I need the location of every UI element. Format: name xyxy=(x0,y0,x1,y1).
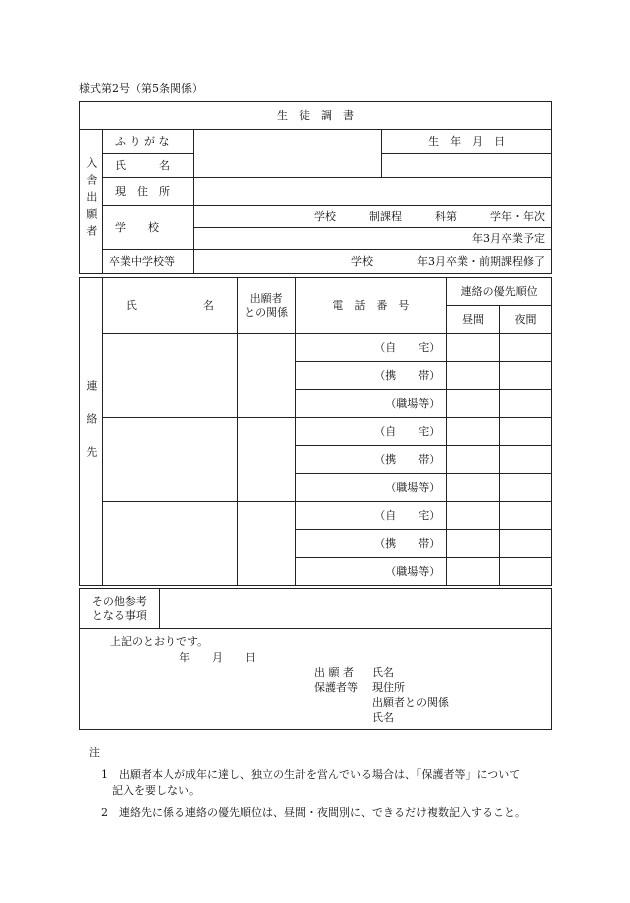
day-priority-field[interactable] xyxy=(447,390,500,418)
night-priority-field[interactable] xyxy=(500,446,552,474)
note-item: 2 連絡先に係る連絡の優先順位は、昼間・夜間別に、できるだけ複数記入すること。 xyxy=(101,806,526,819)
phone-mobile[interactable]: （携 帯） xyxy=(295,446,447,474)
night-priority-field[interactable] xyxy=(500,558,552,586)
phone-home[interactable]: （自 宅） xyxy=(295,502,447,530)
notes-heading: 注 xyxy=(89,746,100,759)
night-priority-field[interactable] xyxy=(500,334,552,362)
phone-home[interactable]: （自 宅） xyxy=(295,418,447,446)
contact-name-field[interactable] xyxy=(102,502,237,586)
col-relation-header: 出願者 との関係 xyxy=(237,278,295,334)
day-priority-field[interactable] xyxy=(447,334,500,362)
other-table xyxy=(79,588,552,730)
address-label: 現 住 所 xyxy=(102,178,193,206)
col-name-header: 氏 名 xyxy=(102,278,237,334)
form-title: 生 徒 調 書 xyxy=(80,102,552,130)
name-label: 氏 名 xyxy=(102,154,193,178)
day-priority-field[interactable] xyxy=(447,418,500,446)
junior-high-label: 卒業中学校等 xyxy=(102,250,193,274)
day-priority-field[interactable] xyxy=(447,558,500,586)
day-priority-field[interactable] xyxy=(447,502,500,530)
contact-relation-field[interactable] xyxy=(237,334,295,418)
col-phone-header: 電 話 番 号 xyxy=(295,278,447,334)
phone-work[interactable]: （職場等） xyxy=(295,390,447,418)
col-day-header: 昼間 xyxy=(447,306,500,334)
night-priority-field[interactable] xyxy=(500,418,552,446)
phone-home[interactable]: （自 宅） xyxy=(295,334,447,362)
junior-high-line[interactable]: 学校 年3月卒業・前期課程修了 xyxy=(193,250,551,274)
phone-mobile[interactable]: （携 帯） xyxy=(295,362,447,390)
day-priority-field[interactable] xyxy=(447,362,500,390)
note-item: 記入を要しない。 xyxy=(101,784,200,797)
applicant-signature-label: 出 願 者 xyxy=(314,666,354,679)
night-priority-field[interactable] xyxy=(500,530,552,558)
guardian-relation-label[interactable]: 出願者との関係 xyxy=(372,696,449,709)
guardian-address-label[interactable]: 現住所 xyxy=(372,681,405,694)
other-label: その他参考 となる事項 xyxy=(80,589,160,629)
contact-relation-field[interactable] xyxy=(237,502,295,586)
phone-work[interactable]: （職場等） xyxy=(295,558,447,586)
applicant-table xyxy=(79,101,552,274)
day-priority-field[interactable] xyxy=(447,474,500,502)
dob-label: 生 年 月 日 xyxy=(382,130,552,154)
declaration-box xyxy=(80,629,552,730)
declaration-date[interactable]: 年 月 日 xyxy=(179,651,256,664)
applicant-name-label[interactable]: 氏名 xyxy=(372,666,394,679)
night-priority-field[interactable] xyxy=(500,390,552,418)
name-field[interactable] xyxy=(193,130,382,178)
contact-name-field[interactable] xyxy=(102,334,237,418)
contact-relation-field[interactable] xyxy=(237,418,295,502)
guardian-label: 保護者等 xyxy=(314,681,358,694)
note-item: 1 出願者本人が成年に達し、独立の生計を営んでいる場合は、「保護者等」について xyxy=(101,768,521,781)
night-priority-field[interactable] xyxy=(500,474,552,502)
contacts-section-label: 連絡先 xyxy=(80,278,103,586)
day-priority-field[interactable] xyxy=(447,446,500,474)
contacts-table xyxy=(79,277,552,586)
night-priority-field[interactable] xyxy=(500,502,552,530)
contact-name-field[interactable] xyxy=(102,418,237,502)
col-night-header: 夜間 xyxy=(500,306,552,334)
dob-field[interactable] xyxy=(382,154,552,178)
guardian-name-label[interactable]: 氏名 xyxy=(372,711,394,724)
night-priority-field[interactable] xyxy=(500,362,552,390)
phone-work[interactable]: （職場等） xyxy=(295,474,447,502)
graduation-planned[interactable]: 年3月卒業予定 xyxy=(193,228,551,250)
form-id: 様式第2号（第5条関係） xyxy=(79,82,203,95)
notes xyxy=(79,742,526,824)
address-field[interactable] xyxy=(193,178,551,206)
declaration-statement: 上記のとおりです。 xyxy=(110,635,209,648)
other-field[interactable] xyxy=(159,589,551,629)
school-label: 学 校 xyxy=(102,206,193,250)
day-priority-field[interactable] xyxy=(447,530,500,558)
furigana-label: ふ り が な xyxy=(102,130,193,154)
school-line[interactable]: 学校 制課程 科第 学年・年次 xyxy=(193,206,551,228)
phone-mobile[interactable]: （携 帯） xyxy=(295,530,447,558)
col-priority-header: 連絡の優先順位 xyxy=(447,278,552,306)
applicant-section-label: 入舎出願者 xyxy=(80,130,103,274)
